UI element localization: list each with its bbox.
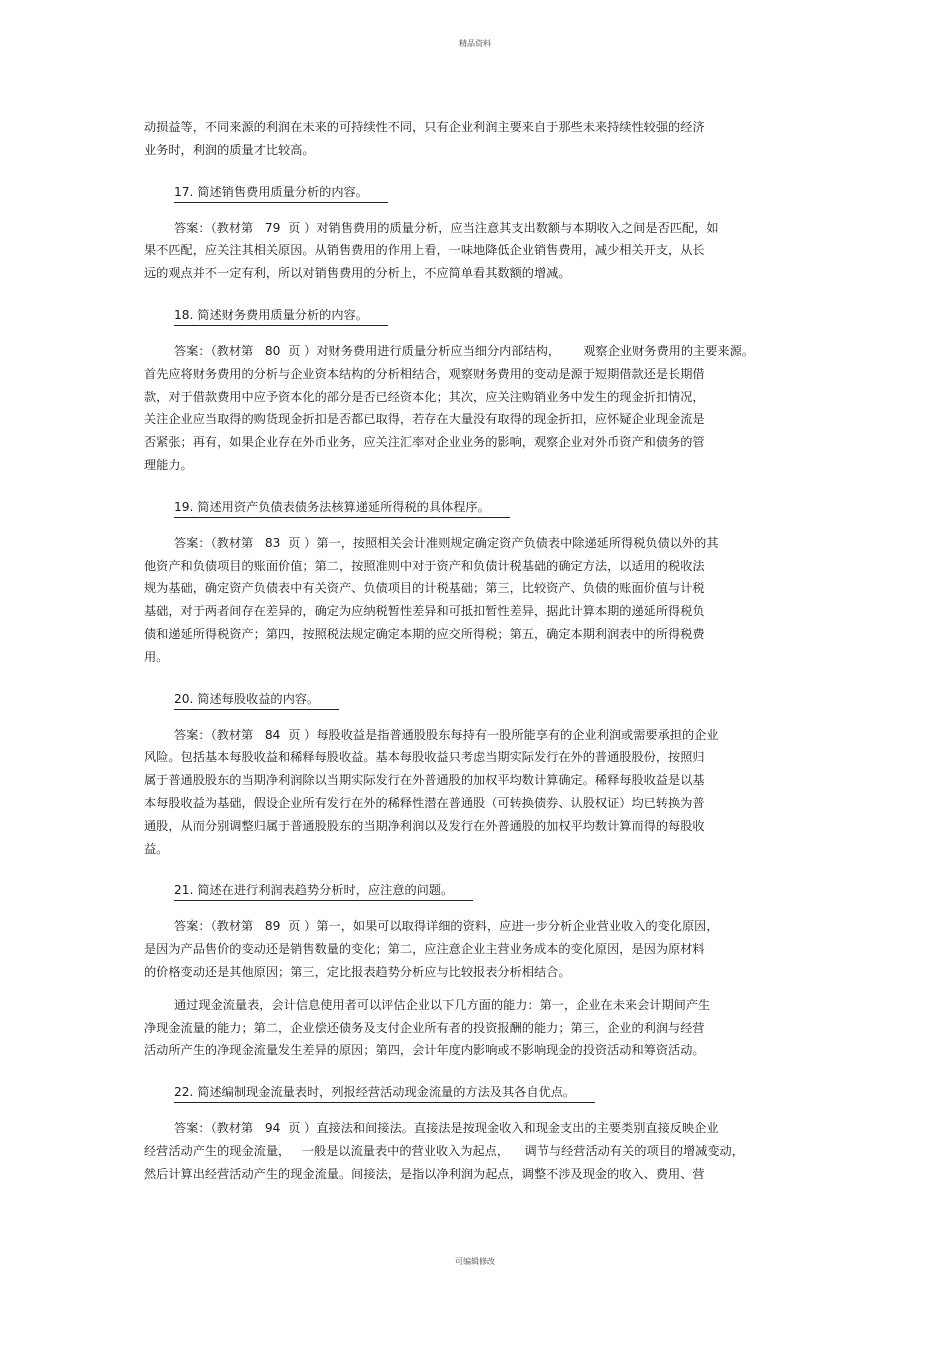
paragraph-line: 答案：（教材第 84 页 ）每股收益是指普通股股东每持有一股所能享有的企业利润或需要承担的企业 <box>174 727 719 742</box>
paragraph-line: 活动所产生的净现金流量发生差异的原因；第四，会计年度内影响或不影响现金的投资活动和筹资活动。 <box>144 1043 705 1058</box>
question-heading-wrapper <box>144 295 794 340</box>
paragraph-line: 理能力。 <box>144 457 193 472</box>
paragraph-line: 用。 <box>144 649 169 664</box>
paragraph-line: 远的观点并不一定有利，所以对销售费用的分析上，不应简单看其数额的增减。 <box>144 266 571 281</box>
paragraph-line: 首先应将财务费用的分析与企业资本结构的分析相结合，观察财务费用的变动是源于短期借款还是长期借 <box>144 366 705 381</box>
paragraph-line: 通过现金流量表，会计信息使用者可以评估企业以下几方面的能力：第一，企业在未来会计期间产生 <box>174 997 711 1012</box>
answer-paragraph <box>144 532 794 669</box>
question-heading-wrapper <box>144 1072 794 1117</box>
paragraph-line: 本每股收益为基础，假设企业所有发行在外的稀释性潜在普通股（可转换债券、认股权证）均已转换为普 <box>144 795 705 810</box>
paragraph-line: 答案：（教材第 79 页 ）对销售费用的质量分析，应当注意其支出数额与本期收入之间是否匹配，如 <box>174 220 719 235</box>
question-heading: 20. 简述每股收益的内容。 <box>174 689 339 710</box>
paragraph-line: 风险。包括基本每股收益和稀释每股收益。基本每股收益只考虑当期实际发行在外的普通股股份，按照归 <box>144 750 705 765</box>
paragraph-line: 规为基础，确定资产负债表中有关资产、负债项目的计税基础；第三，比较资产、负债的账面价值与计税 <box>144 581 705 596</box>
paragraph-line: 款，对于借款费用中应予资本化的部分是否已经资本化；其次，应关注购销业务中发生的现金折扣情况， <box>144 389 705 404</box>
answer-paragraph <box>144 116 794 162</box>
paragraph-line: 基础，对于两者间存在差异的，确定为应纳税暂性差异和可抵扣暂性差异，据此计算本期的递延所得税负 <box>144 604 705 619</box>
paragraph-line: 答案：（教材第 89 页 ）第一，如果可以取得详细的资料，应进一步分析企业营业收入的变化原因， <box>174 919 719 934</box>
answer-paragraph <box>144 340 794 477</box>
paragraph-line: 益。 <box>144 841 169 856</box>
paragraph-line: 业务时，利润的质量才比较高。 <box>144 142 315 157</box>
question-heading-wrapper <box>144 870 794 915</box>
question-heading: 19. 简述用资产负债表债务法核算递延所得税的具体程序。 <box>174 497 510 518</box>
answer-paragraph <box>144 217 794 285</box>
question-heading: 17. 简述销售费用质量分析的内容。 <box>174 182 388 203</box>
paragraph-line: 答案：（教材第 94 页 ）直接法和间接法。直接法是按现金收入和现金支出的主要类别直接反映企业 <box>174 1121 719 1136</box>
paragraph-line: 的价格变动还是其他原因；第三，定比报表趋势分析应与比较报表分析相结合。 <box>144 964 571 979</box>
question-heading-wrapper <box>144 487 794 532</box>
paragraph-line: 关注企业应当取得的购货现金折扣是否都已取得，若存在大量没有取得的现金折扣，应怀疑企业现金流是 <box>144 412 705 427</box>
paragraph-line: 果不匹配，应关注其相关原因。从销售费用的作用上看，一味地降低企业销售费用，减少相关开支，从长 <box>144 243 705 258</box>
paragraph-line: 他资产和负债项目的账面价值；第二，按照准则中对于资产和负债计税基础的确定方法，以适用的税收法 <box>144 558 705 573</box>
paragraph-line: 净现金流量的能力；第二，企业偿还债务及支付企业所有者的投资报酬的能力；第三，企业的利润与经营 <box>144 1020 705 1035</box>
question-heading-wrapper <box>144 679 794 724</box>
paragraph-line: 通股，从而分别调整归属于普通股股东的当期净利润以及发行在外普通股的加权平均数计算而得的每股收 <box>144 818 705 833</box>
page-header: 精品资料 <box>459 39 491 48</box>
paragraph-line: 经营活动产生的现金流量， 一般是以流量表中的营业收入为起点， 调节与经营活动有关的项目的增减变动， <box>144 1143 744 1158</box>
document-body <box>144 116 794 1196</box>
answer-paragraph <box>144 915 794 983</box>
paragraph-line: 然后计算出经营活动产生的现金流量。间接法，是指以净利润为起点，调整不涉及现金的收入、费用、营 <box>144 1166 705 1181</box>
question-heading: 22. 简述编制现金流量表时，列报经营活动现金流量的方法及其各自优点。 <box>174 1082 595 1103</box>
paragraph-line: 否紧张；再有，如果企业存在外币业务，应关注汇率对企业业务的影响，观察企业对外币资产和债务的管 <box>144 435 705 450</box>
paragraph-line: 答案：（教材第 83 页 ）第一，按照相关会计准则规定确定资产负债表中除递延所得税负债以外的其 <box>174 535 719 550</box>
paragraph-line: 动损益等，不同来源的利润在未来的可持续性不同，只有企业利润主要来自于那些未来持续性较强的经济 <box>144 120 705 134</box>
paragraph-line: 答案：（教材第 80 页 ）对财务费用进行质量分析应当细分内部结构， 观察企业财务费用的主要来源。 <box>174 343 754 358</box>
paragraph-line: 是因为产品售价的变动还是销售数量的变化；第二，应注意企业主营业务成本的变化原因，是因为原材料 <box>144 942 705 957</box>
paragraph-line: 债和递延所得税资产；第四，按照税法规定确定本期的应交所得税；第五，确定本期利润表中的所得税费 <box>144 626 705 641</box>
paragraph-line: 属于普通股股东的当期净利润除以当期实际发行在外普通股的加权平均数计算确定。稀释每股收益是以基 <box>144 773 705 788</box>
page-footer: 可编辑修改 <box>455 1257 495 1266</box>
question-heading-wrapper <box>144 172 794 217</box>
question-heading: 18. 简述财务费用质量分析的内容。 <box>174 305 388 326</box>
answer-paragraph <box>144 724 794 861</box>
answer-paragraph <box>144 1117 794 1185</box>
answer-paragraph <box>144 994 794 1062</box>
question-heading: 21. 简述在进行利润表趋势分析时，应注意的问题。 <box>174 880 473 901</box>
